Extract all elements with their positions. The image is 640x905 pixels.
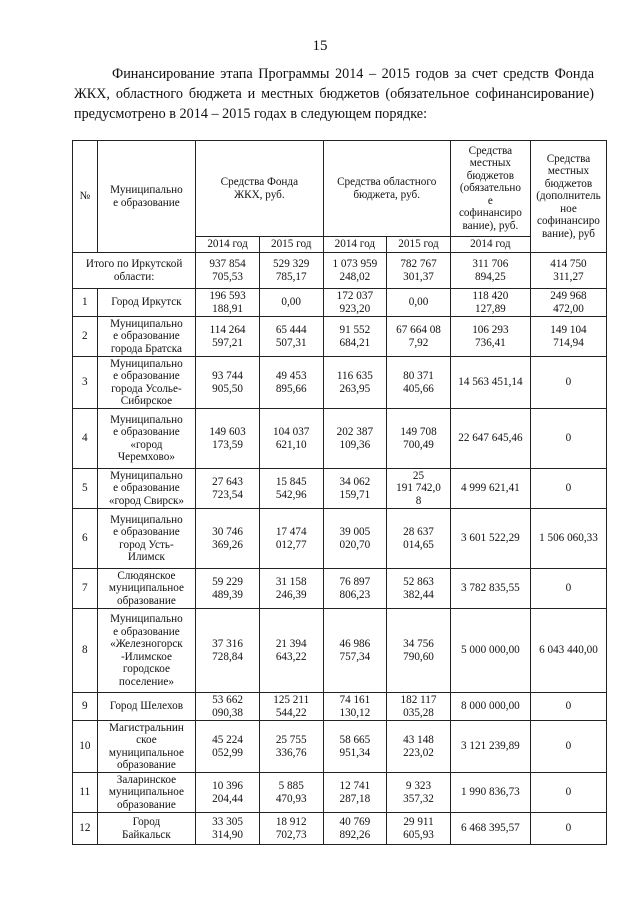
header-local-2014: 2014 год — [450, 237, 530, 253]
table-row — [73, 409, 607, 469]
table-row — [73, 469, 607, 509]
row-municipality: Слюдянское муниципальное образование — [97, 569, 196, 609]
row-local-additional: 0 — [530, 773, 606, 813]
intro-text: Финансирование этапа Программы 2014 – 2015 годов за счет средств Фонда ЖКХ, областного бюджета и местных бюджетов (обязательное софинансирование) предусмотрено в 2014 – 2015 годах в следующем порядке: — [74, 66, 594, 122]
row-oblast-2014: 202 387 109,36 — [323, 409, 387, 469]
row-municipality: Муниципально е образование город Усть- Илимск — [97, 509, 196, 569]
row-oblast-2015: 43 148 223,02 — [387, 721, 451, 773]
row-fund-2015: 65 444 507,31 — [259, 317, 323, 357]
row-municipality: Муниципально е образование «Железногорск -Илимское городское поселение» — [97, 609, 196, 693]
table-row — [73, 357, 607, 409]
row-local-mandatory: 8 000 000,00 — [450, 693, 530, 721]
row-fund-2014: 30 746 369,26 — [196, 509, 260, 569]
row-number: 5 — [73, 469, 98, 509]
row-oblast-2014: 172 037 923,20 — [323, 289, 387, 317]
row-fund-2015: 25 755 336,76 — [259, 721, 323, 773]
row-municipality: Муниципально е образование «город Свирск» — [97, 469, 196, 509]
row-fund-2014: 149 603 173,59 — [196, 409, 260, 469]
row-local-mandatory: 4 999 621,41 — [450, 469, 530, 509]
row-number: 1 — [73, 289, 98, 317]
row-number: 9 — [73, 693, 98, 721]
row-fund-2015: 21 394 643,22 — [259, 609, 323, 693]
row-number: 2 — [73, 317, 98, 357]
row-fund-2014: 10 396 204,44 — [196, 773, 260, 813]
row-local-additional: 0 — [530, 721, 606, 773]
row-number: 4 — [73, 409, 98, 469]
row-municipality: Магистральнин ское муниципальное образование — [97, 721, 196, 773]
row-local-mandatory: 5 000 000,00 — [450, 609, 530, 693]
row-municipality: Заларинское муниципальное образование — [97, 773, 196, 813]
row-fund-2015: 0,00 — [259, 289, 323, 317]
row-oblast-2014: 40 769 892,26 — [323, 813, 387, 845]
row-number: 12 — [73, 813, 98, 845]
table-row — [73, 289, 607, 317]
table-row — [73, 773, 607, 813]
row-oblast-2015: 25 191 742,0 8 — [387, 469, 451, 509]
row-fund-2015: 18 912 702,73 — [259, 813, 323, 845]
table-row — [73, 693, 607, 721]
row-local-additional: 0 — [530, 409, 606, 469]
row-fund-2014: 53 662 090,38 — [196, 693, 260, 721]
row-oblast-2015: 67 664 08 7,92 — [387, 317, 451, 357]
row-fund-2015: 125 211 544,22 — [259, 693, 323, 721]
row-local-mandatory: 3 782 835,55 — [450, 569, 530, 609]
total-fund-2014: 937 854 705,53 — [196, 253, 260, 289]
financing-table — [72, 140, 607, 845]
row-local-mandatory: 1 990 836,73 — [450, 773, 530, 813]
row-oblast-2015: 28 637 014,65 — [387, 509, 451, 569]
row-fund-2014: 93 744 905,50 — [196, 357, 260, 409]
row-number: 7 — [73, 569, 98, 609]
row-fund-2014: 37 316 728,84 — [196, 609, 260, 693]
row-local-additional: 0 — [530, 813, 606, 845]
row-oblast-2015: 80 371 405,66 — [387, 357, 451, 409]
row-oblast-2015: 29 911 605,93 — [387, 813, 451, 845]
row-oblast-2014: 76 897 806,23 — [323, 569, 387, 609]
table-row — [73, 569, 607, 609]
header-fund: Средства Фонда ЖКХ, руб. — [196, 141, 323, 237]
row-fund-2014: 45 224 052,99 — [196, 721, 260, 773]
row-local-mandatory: 3 601 522,29 — [450, 509, 530, 569]
row-local-additional: 249 968 472,00 — [530, 289, 606, 317]
row-local-mandatory: 6 468 395,57 — [450, 813, 530, 845]
table-row — [73, 721, 607, 773]
row-fund-2015: 31 158 246,39 — [259, 569, 323, 609]
row-fund-2015: 104 037 621,10 — [259, 409, 323, 469]
row-municipality: Муниципально е образование города Усолье- Сибирское — [97, 357, 196, 409]
row-local-mandatory: 118 420 127,89 — [450, 289, 530, 317]
row-oblast-2014: 58 665 951,34 — [323, 721, 387, 773]
row-fund-2014: 59 229 489,39 — [196, 569, 260, 609]
row-fund-2015: 15 845 542,96 — [259, 469, 323, 509]
page-number: 15 — [312, 38, 328, 54]
row-municipality: Город Байкальск — [97, 813, 196, 845]
row-municipality: Муниципально е образование «город Черемхово» — [97, 409, 196, 469]
row-local-additional: 0 — [530, 569, 606, 609]
row-municipality: Город Шелехов — [97, 693, 196, 721]
row-local-additional: 0 — [530, 357, 606, 409]
row-fund-2015: 17 474 012,77 — [259, 509, 323, 569]
total-oblast-2014: 1 073 959 248,02 — [323, 253, 387, 289]
header-fund-2014: 2014 год — [196, 237, 260, 253]
row-oblast-2014: 12 741 287,18 — [323, 773, 387, 813]
header-oblast: Средства областного бюджета, руб. — [323, 141, 450, 237]
header-local-additional: Средства местных бюджетов (дополнитель ное софинансиро вание), руб — [530, 141, 606, 253]
row-oblast-2015: 182 117 035,28 — [387, 693, 451, 721]
row-municipality: Город Иркутск — [97, 289, 196, 317]
row-local-additional: 0 — [530, 469, 606, 509]
header-local-mandatory: Средства местных бюджетов (обязательно е софинансиро вание), руб. — [450, 141, 530, 237]
total-fund-2015: 529 329 785,17 — [259, 253, 323, 289]
row-oblast-2014: 116 635 263,95 — [323, 357, 387, 409]
row-oblast-2014: 46 986 757,34 — [323, 609, 387, 693]
row-fund-2014: 33 305 314,90 — [196, 813, 260, 845]
row-oblast-2014: 74 161 130,12 — [323, 693, 387, 721]
header-oblast-2014: 2014 год — [323, 237, 387, 253]
row-oblast-2014: 34 062 159,71 — [323, 469, 387, 509]
row-number: 11 — [73, 773, 98, 813]
row-fund-2014: 196 593 188,91 — [196, 289, 260, 317]
table-row — [73, 609, 607, 693]
row-oblast-2014: 39 005 020,70 — [323, 509, 387, 569]
intro-paragraph — [74, 64, 594, 124]
row-fund-2015: 5 885 470,93 — [259, 773, 323, 813]
table-row — [73, 317, 607, 357]
row-oblast-2015: 9 323 357,32 — [387, 773, 451, 813]
row-oblast-2014: 91 552 684,21 — [323, 317, 387, 357]
row-oblast-2015: 34 756 790,60 — [387, 609, 451, 693]
header-municipality: Муниципально е образование — [97, 141, 196, 253]
row-local-additional: 149 104 714,94 — [530, 317, 606, 357]
row-local-mandatory: 3 121 239,89 — [450, 721, 530, 773]
row-local-mandatory: 106 293 736,41 — [450, 317, 530, 357]
row-municipality: Муниципально е образование города Братска — [97, 317, 196, 357]
row-local-additional: 6 043 440,00 — [530, 609, 606, 693]
header-fund-2015: 2015 год — [259, 237, 323, 253]
row-oblast-2015: 0,00 — [387, 289, 451, 317]
row-number: 10 — [73, 721, 98, 773]
total-local-additional: 414 750 311,27 — [530, 253, 606, 289]
row-fund-2015: 49 453 895,66 — [259, 357, 323, 409]
total-row — [73, 253, 607, 289]
header-no: № — [73, 141, 98, 253]
row-local-additional: 0 — [530, 693, 606, 721]
row-local-additional: 1 506 060,33 — [530, 509, 606, 569]
row-local-mandatory: 14 563 451,14 — [450, 357, 530, 409]
row-fund-2014: 27 643 723,54 — [196, 469, 260, 509]
table-row — [73, 509, 607, 569]
total-oblast-2015: 782 767 301,37 — [387, 253, 451, 289]
row-fund-2014: 114 264 597,21 — [196, 317, 260, 357]
total-local-mandatory: 311 706 894,25 — [450, 253, 530, 289]
table-row — [73, 813, 607, 845]
row-number: 6 — [73, 509, 98, 569]
row-local-mandatory: 22 647 645,46 — [450, 409, 530, 469]
row-oblast-2015: 149 708 700,49 — [387, 409, 451, 469]
total-label: Итого по Иркутской области: — [73, 253, 196, 289]
row-number: 8 — [73, 609, 98, 693]
row-number: 3 — [73, 357, 98, 409]
header-oblast-2015: 2015 год — [387, 237, 451, 253]
row-oblast-2015: 52 863 382,44 — [387, 569, 451, 609]
